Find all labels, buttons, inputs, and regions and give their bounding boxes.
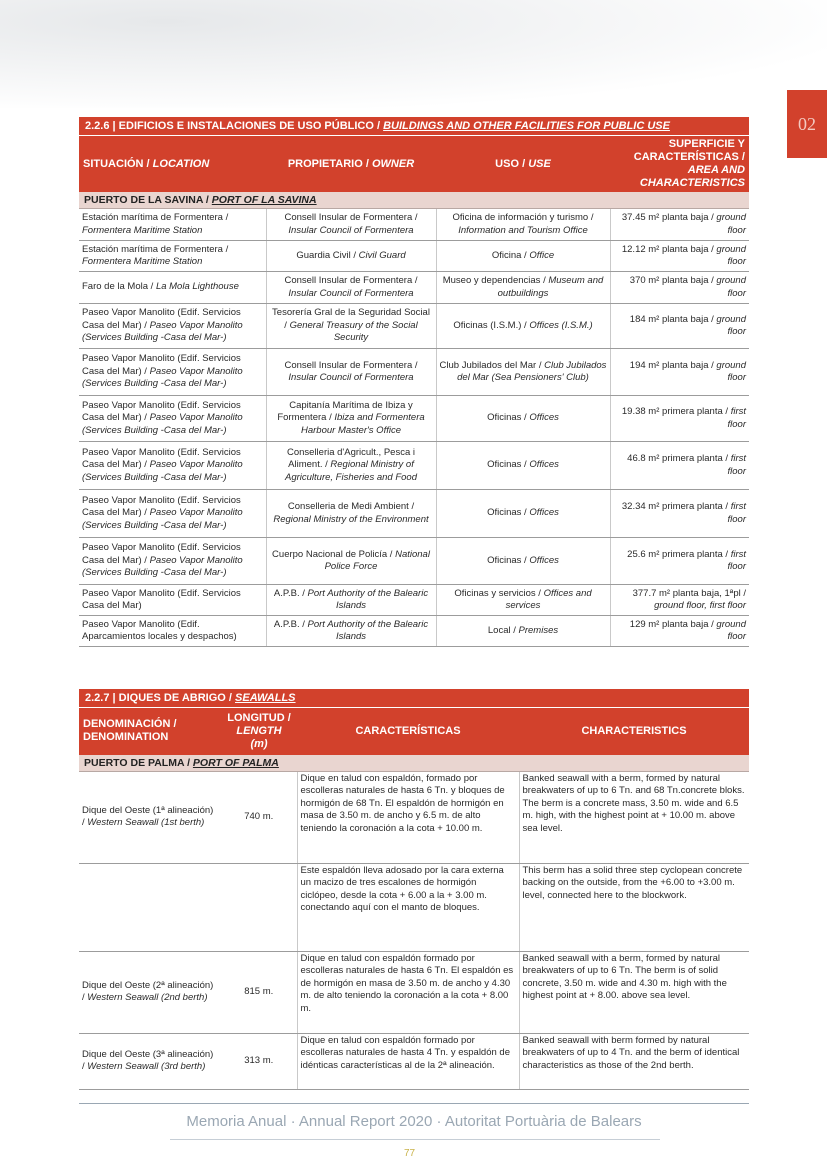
- cell-area: 32.34 m² primera planta / first floor: [610, 490, 749, 538]
- footer-divider: [79, 1103, 749, 1104]
- cell-owner: Consell Insular de Formentera / Insular Council of Formentera: [266, 209, 436, 241]
- cell-use: Oficinas / Offices: [436, 442, 610, 490]
- footer-underline: [170, 1139, 660, 1140]
- cell-location: Faro de la Mola / La Mola Lighthouse: [79, 272, 266, 304]
- cell-use: Oficinas / Offices: [436, 396, 610, 442]
- table-row: [79, 442, 749, 490]
- cell-area: 46.8 m² primera planta / first floor: [610, 442, 749, 490]
- table-row: [79, 209, 749, 241]
- cell-area: 37.45 m² planta baja / ground floor: [610, 209, 749, 241]
- table-row: [79, 1033, 749, 1089]
- cell-owner: A.P.B. / Port Authority of the Balearic Islands: [266, 585, 436, 616]
- section-number: 2.2.7: [85, 692, 110, 704]
- header-background: [0, 0, 827, 108]
- col-denomination: DENOMINACIÓN / DENOMINATION: [79, 708, 221, 755]
- col-location: SITUACIÓN / LOCATION: [79, 136, 266, 193]
- cell-use: Oficinas y servicios / Offices and services: [436, 585, 610, 616]
- table-row: [79, 538, 749, 585]
- cell-owner: A.P.B. / Port Authority of the Balearic Islands: [266, 616, 436, 647]
- cell-use: Oficinas / Offices: [436, 538, 610, 585]
- section-title-en: SEAWALLS: [235, 692, 296, 704]
- cell-area: 25.6 m² primera planta / first floor: [610, 538, 749, 585]
- section-title-es: DIQUES DE ABRIGO: [118, 692, 226, 704]
- cell-use: Museo y dependencias / Museum and outbuildings: [436, 272, 610, 304]
- cell-length: 815 m.: [221, 951, 297, 1033]
- col-use: USO / USE: [436, 136, 610, 193]
- cell-area: 129 m² planta baja / ground floor: [610, 616, 749, 647]
- cell-length: [221, 863, 297, 951]
- buildings-table: [79, 135, 749, 647]
- cell-caracteristicas: Dique en talud con espaldón formado por escolleras naturales de hasta 6 Tn. El espaldón es de hormigón en masa de 3.50 m. de ancho y 4.30 m. de alto teniendo la coronación a la cota + 8.00 m.: [297, 951, 519, 1033]
- table-row: [79, 490, 749, 538]
- cell-use: Local / Premises: [436, 616, 610, 647]
- page-number: 77: [404, 1148, 416, 1159]
- col-characteristics: CHARACTERISTICS: [519, 708, 749, 755]
- cell-location: Estación marítima de Formentera / Formentera Maritime Station: [79, 209, 266, 241]
- cell-caracteristicas: Dique en talud con espaldón, formado por escolleras naturales de hasta 6 Tn. y bloques de hormigón de 68 Tn. El espaldón de hormigón en masa de 3.50 m. de ancho y 6.5 m. de alto teniendo la coronación a la cota + 10.00 m.: [297, 771, 519, 863]
- cell-location: Paseo Vapor Manolito (Edif. Servicios Casa del Mar): [79, 585, 266, 616]
- cell-characteristics: This berm has a solid three step cyclopean concrete backing on the outside, from the +6.00 to +3.00 m. level, connected here to the blockwork.: [519, 863, 749, 951]
- cell-owner: Consell Insular de Formentera / Insular Council of Formentera: [266, 272, 436, 304]
- group-row: PUERTO DE LA SAVINA / PORT OF LA SAVINA: [79, 192, 749, 209]
- cell-location: Paseo Vapor Manolito (Edif. Servicios Casa del Mar) / Paseo Vapor Manolito (Services Building -Casa del Mar-): [79, 304, 266, 349]
- cell-area: 194 m² planta baja / ground floor: [610, 349, 749, 396]
- col-owner: PROPIETARIO / OWNER: [266, 136, 436, 193]
- cell-location: Paseo Vapor Manolito (Edif. Aparcamientos locales y despachos): [79, 616, 266, 647]
- table-row: [79, 616, 749, 647]
- chapter-tab: 02: [787, 90, 827, 158]
- cell-area: 19.38 m² primera planta / first floor: [610, 396, 749, 442]
- cell-denomination: Dique del Oeste (3ª alineación) / Western Seawall (3rd berth): [79, 1033, 221, 1089]
- cell-owner: Cuerpo Nacional de Policía / National Police Force: [266, 538, 436, 585]
- table-row: [79, 349, 749, 396]
- cell-area: 12.12 m² planta baja / ground floor: [610, 241, 749, 272]
- table-row: [79, 863, 749, 951]
- col-caracteristicas: CARACTERÍSTICAS: [297, 708, 519, 755]
- cell-owner: Consell Insular de Formentera / Insular Council of Formentera: [266, 349, 436, 396]
- cell-length: 313 m.: [221, 1033, 297, 1089]
- col-length: LONGITUD / LENGTH (m): [221, 708, 297, 755]
- cell-caracteristicas: Este espaldón lleva adosado por la cara externa un macizo de tres escalones de hormigón ciclópeo, desde la cota + 6.00 a la + 3.00 m. conectando aquí con el manto de bloques.: [297, 863, 519, 951]
- cell-characteristics: Banked seawall with berm formed by natural breakwaters of up to 4 Tn. and the berm of identical characteristics as those of the 2nd berth.: [519, 1033, 749, 1089]
- cell-use: Oficina / Office: [436, 241, 610, 272]
- buildings-section: [79, 117, 749, 647]
- cell-location: Estación marítima de Formentera / Formentera Maritime Station: [79, 241, 266, 272]
- cell-location: Paseo Vapor Manolito (Edif. Servicios Casa del Mar) / Paseo Vapor Manolito (Services Building -Casa del Mar-): [79, 396, 266, 442]
- seawalls-section: [79, 689, 749, 1090]
- table-row: [79, 396, 749, 442]
- cell-area: 184 m² planta baja / ground floor: [610, 304, 749, 349]
- cell-owner: Conselleria d'Agricult., Pesca i Aliment. / Regional Ministry of Agriculture, Fisheries and Food: [266, 442, 436, 490]
- cell-area: 370 m² planta baja / ground floor: [610, 272, 749, 304]
- cell-location: Paseo Vapor Manolito (Edif. Servicios Casa del Mar) / Paseo Vapor Manolito (Services Building -Casa del Mar-): [79, 349, 266, 396]
- cell-characteristics: Banked seawall with a berm, formed by natural breakwaters of up to 6 Tn. The berm is of solid concrete, 3.50 m. wide and 4.30 m. high with the highest point at + 8.00. above sea level.: [519, 951, 749, 1033]
- cell-owner: Conselleria de Medi Ambient / Regional Ministry of the Environment: [266, 490, 436, 538]
- cell-denomination: Dique del Oeste (2ª alineación) / Western Seawall (2nd berth): [79, 951, 221, 1033]
- cell-use: Oficinas / Offices: [436, 490, 610, 538]
- table-row: [79, 272, 749, 304]
- footer-text: Memoria Anual · Annual Report 2020 · Autoritat Portuària de Balears: [186, 1113, 642, 1130]
- cell-characteristics: Banked seawall with a berm, formed by natural breakwaters of up to 6 Tn. and 68 Tn.concrete bloks. The berm is a concrete mass, 3.50 m. wide and 6.5 m. high, with the highest point at + 10.00 m. above sea level.: [519, 771, 749, 863]
- table-row: [79, 585, 749, 616]
- cell-caracteristicas: Dique en talud con espaldón formado por escolleras naturales de hasta 4 Tn. y espaldón de idénticas características al de la 2ª alineación.: [297, 1033, 519, 1089]
- seawalls-table: [79, 707, 749, 1090]
- table-row: [79, 951, 749, 1033]
- cell-location: Paseo Vapor Manolito (Edif. Servicios Casa del Mar) / Paseo Vapor Manolito (Services Building -Casa del Mar-): [79, 538, 266, 585]
- cell-use: Club Jubilados del Mar / Club Jubilados del Mar (Sea Pensioners' Club): [436, 349, 610, 396]
- cell-denomination: Dique del Oeste (1ª alineación) / Western Seawall (1st berth): [79, 771, 221, 863]
- cell-use: Oficinas (I.S.M.) / Offices (I.S.M.): [436, 304, 610, 349]
- cell-denomination: [79, 863, 221, 951]
- table-row: [79, 304, 749, 349]
- cell-owner: Capitanía Marítima de Ibiza y Formentera / Ibiza and Formentera Harbour Master's Office: [266, 396, 436, 442]
- cell-use: Oficina de información y turismo / Information and Tourism Office: [436, 209, 610, 241]
- table-row: [79, 241, 749, 272]
- cell-owner: Guardia Civil / Civil Guard: [266, 241, 436, 272]
- table-row: [79, 771, 749, 863]
- section-title-en: BUILDINGS AND OTHER FACILITIES FOR PUBLIC USE: [383, 120, 670, 132]
- cell-area: 377.7 m² planta baja, 1ªpl / ground floor, first floor: [610, 585, 749, 616]
- cell-location: Paseo Vapor Manolito (Edif. Servicios Casa del Mar) / Paseo Vapor Manolito (Services Building -Casa del Mar-): [79, 442, 266, 490]
- section-number: 2.2.6: [85, 120, 110, 132]
- section-title: 2.2.7 | DIQUES DE ABRIGO / SEAWALLS: [79, 689, 749, 707]
- cell-owner: Tesorería Gral de la Seguridad Social / General Treasury of the Social Security: [266, 304, 436, 349]
- group-row: PUERTO DE PALMA / PORT OF PALMA: [79, 755, 749, 772]
- section-title-es: EDIFICIOS E INSTALACIONES DE USO PÚBLICO: [118, 120, 374, 132]
- col-area: SUPERFICIE Y CARACTERÍSTICAS / AREA AND CHARACTERISTICS: [610, 136, 749, 193]
- cell-location: Paseo Vapor Manolito (Edif. Servicios Casa del Mar) / Paseo Vapor Manolito (Services Building -Casa del Mar-): [79, 490, 266, 538]
- section-title: 2.2.6 | EDIFICIOS E INSTALACIONES DE USO PÚBLICO / BUILDINGS AND OTHER FACILITIES FOR PUBLIC USE: [79, 117, 749, 135]
- cell-length: 740 m.: [221, 771, 297, 863]
